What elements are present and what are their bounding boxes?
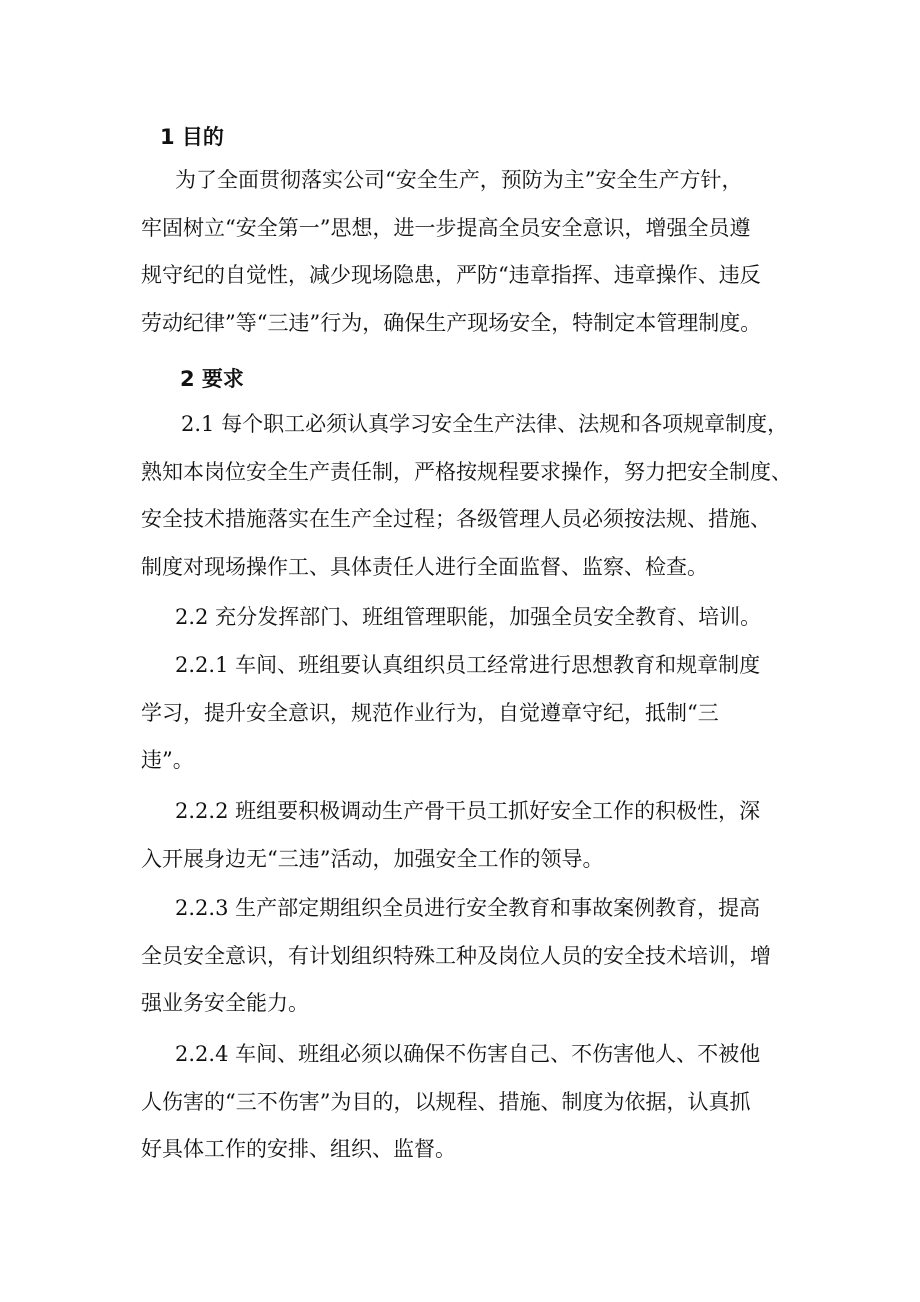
paragraph-2-2-2 — [141, 788, 791, 883]
paragraph-line: 2.2.4 车间、班组必须以确保不伤害自己、不伤害他人、不被他 — [175, 1042, 761, 1066]
paragraph-line: 为了全面贯彻落实公司“安全生产，预防为主”安全生产方针， — [175, 168, 743, 192]
section-heading-requirements: 2 要求 — [180, 367, 244, 391]
paragraph-line: 2.2.1 车间、班组要认真组织员工经常进行思想教育和规章制度 — [175, 653, 761, 677]
paragraph-line: 2.1 每个职工必须认真学习安全生产法律、法规和各项规章制度， — [181, 412, 789, 436]
paragraph-line: 2.2.2 班组要积极调动生产骨干员工抓好安全工作的积极性，深 — [175, 799, 761, 823]
paragraph-line: 规守纪的自觉性，减少现场隐患，严防“违章指挥、违章操作、违反 — [141, 263, 761, 287]
paragraph-line: 制度对现场操作工、具体责任人进行全面监督、监察、检查。 — [141, 554, 708, 579]
paragraph-2-2-1 — [141, 642, 791, 785]
paragraph-line: 2.2.3 生产部定期组织全员进行安全教育和事故案例教育，提高 — [175, 896, 761, 920]
paragraph-line: 牢固树立“安全第一”思想，进一步提高全员安全意识，增强全员遵 — [141, 215, 751, 240]
paragraph-line: 强业务安全能力。 — [141, 991, 309, 1015]
paragraph-line: 好具体工作的安排、组织、监督。 — [141, 1137, 456, 1161]
paragraph-line: 全员安全意识，有计划组织特殊工种及岗位人员的安全技术培训，增 — [141, 943, 771, 968]
paragraph-line: 2.2 充分发挥部门、班组管理职能，加强全员安全教育、培训。 — [175, 605, 762, 629]
paragraph-2-2 — [141, 594, 791, 642]
section-heading-purpose: 1 目的 — [160, 125, 224, 149]
paragraph-2-2-4 — [141, 1031, 791, 1174]
paragraph-line: 入开展身边无“三违”活动，加强安全工作的领导。 — [141, 846, 604, 871]
paragraph-purpose — [141, 157, 791, 347]
paragraph-line: 熟知本岗位安全生产责任制，严格按规程要求操作，努力把安全制度、 — [141, 459, 792, 484]
paragraph-2-1 — [141, 401, 791, 591]
paragraph-line: 违”。 — [141, 748, 194, 772]
paragraph-2-2-3 — [141, 885, 791, 1028]
paragraph-line: 安全技术措施落实在生产全过程；各级管理人员必须按法规、措施、 — [141, 507, 771, 531]
paragraph-line: 劳动纪律”等“三违”行为，确保生产现场安全，特制定本管理制度。 — [141, 310, 762, 335]
paragraph-line: 学习，提升安全意识，规范作业行为，自觉遵章守纪，抵制“三 — [141, 700, 719, 725]
paragraph-line: 人伤害的“三不伤害”为目的，以规程、措施、制度为依据，认真抓 — [141, 1089, 751, 1114]
